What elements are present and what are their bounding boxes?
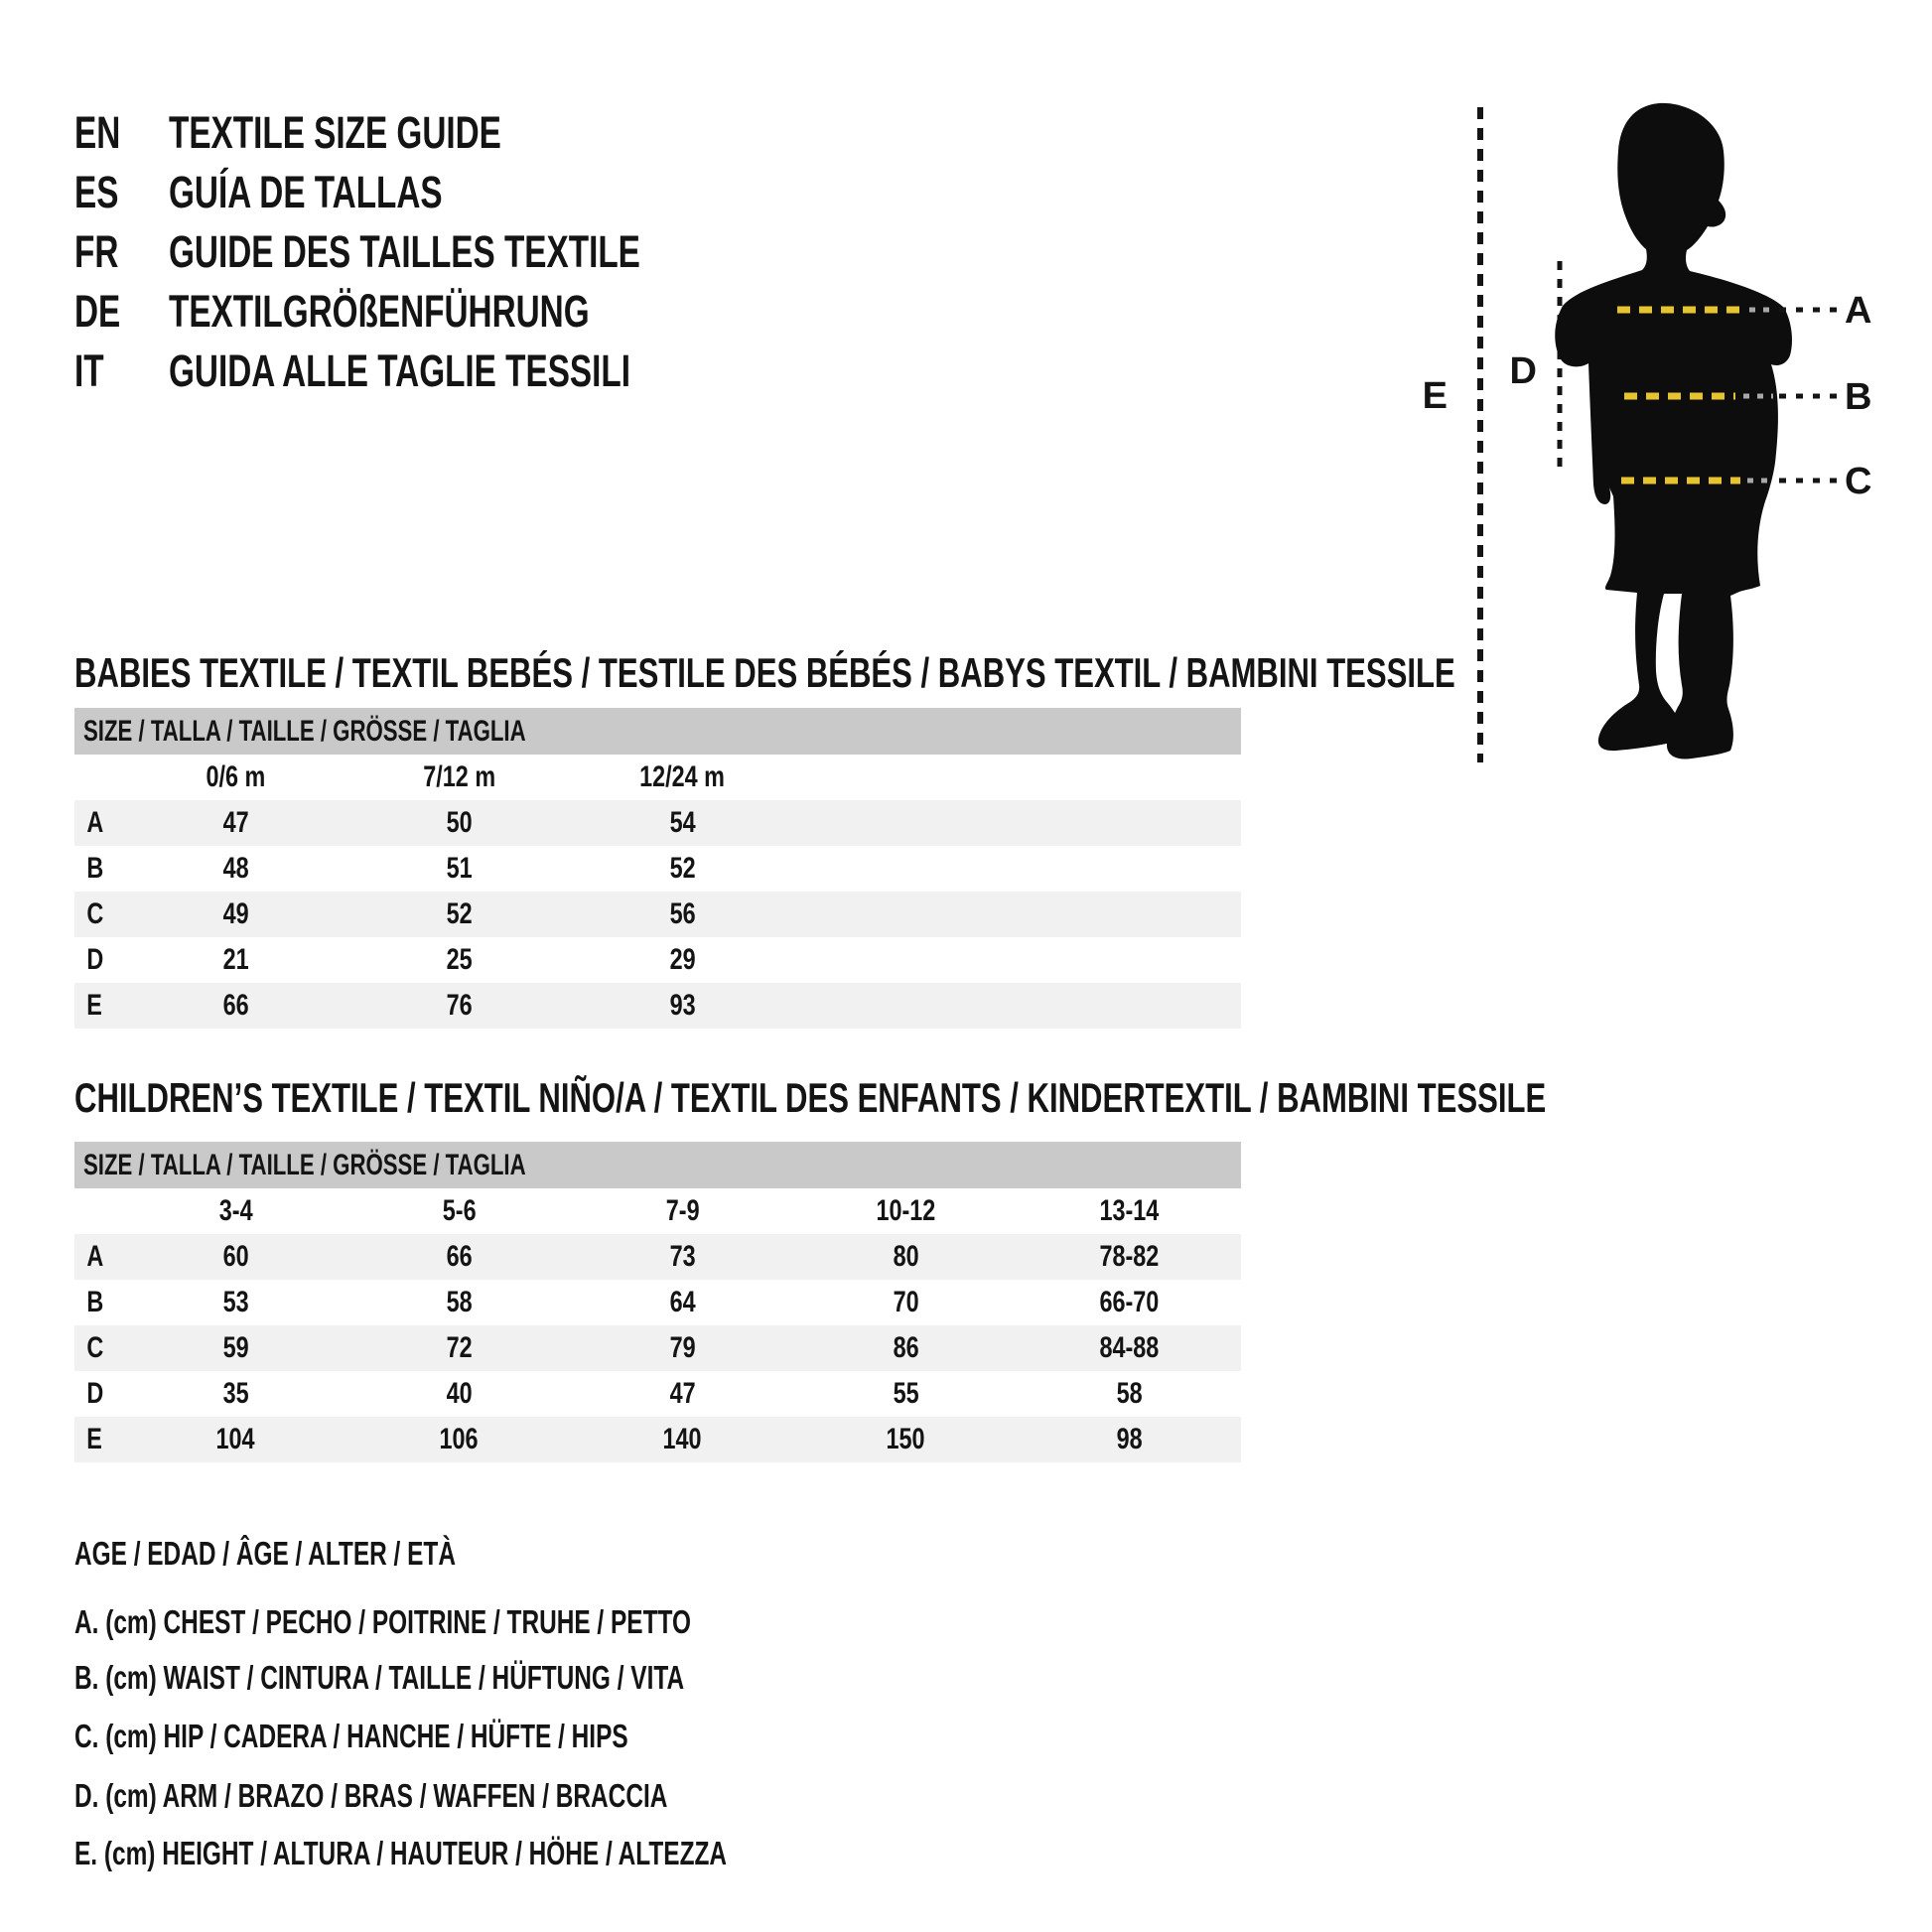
children-row-c-label: C — [86, 1331, 104, 1364]
lang-row-it — [74, 342, 806, 401]
legend-hip-line — [74, 1718, 823, 1754]
lang-code-es: ES — [74, 167, 119, 217]
babies-c-12-24m: 56 — [669, 897, 696, 930]
babies-d-7-12m: 25 — [446, 943, 473, 976]
children-col-7-9: 7-9 — [665, 1194, 700, 1227]
lang-title-de: TEXTILGRÖßENFÜHRUNG — [169, 286, 590, 337]
lang-row-fr — [74, 222, 806, 282]
babies-col-12-24m: 12/24 m — [639, 760, 726, 793]
children-col-3-4: 3-4 — [218, 1194, 253, 1227]
children-d-10-12: 55 — [893, 1377, 919, 1410]
babies-col-0-6m: 0/6 m — [206, 760, 266, 793]
children-size-header-text: SIZE / TALLA / TAILLE / GRÖSSE / TAGLIA — [83, 1148, 526, 1181]
babies-size-header-text: SIZE / TALLA / TAILLE / GRÖSSE / TAGLIA — [83, 714, 526, 748]
children-a-3-4: 60 — [222, 1240, 249, 1273]
babies-row-c-label: C — [86, 897, 104, 930]
legend-chest-line — [74, 1603, 907, 1640]
babies-col-7-12m: 7/12 m — [423, 760, 495, 793]
children-size-table — [74, 1142, 1241, 1462]
babies-c-0-6m: 49 — [222, 897, 249, 930]
babies-table-header-bar — [74, 708, 1241, 755]
babies-e-7-12m: 76 — [446, 989, 473, 1022]
children-c-10-12: 86 — [893, 1331, 919, 1364]
lang-code-en: EN — [74, 107, 121, 158]
children-row-d-label: D — [86, 1377, 104, 1410]
legend-height-text: E. (cm) HEIGHT / ALTURA / HAUTEUR / HÖHE / ALTEZZA — [74, 1835, 728, 1871]
children-col-13-14: 13-14 — [1099, 1194, 1160, 1227]
children-d-3-4: 35 — [222, 1377, 249, 1410]
babies-row-e-label: E — [86, 989, 102, 1022]
babies-a-7-12m: 50 — [446, 806, 473, 839]
legend-hip-text: C. (cm) HIP / CADERA / HANCHE / HÜFTE / HIPS — [74, 1718, 628, 1754]
figure-label-a: A — [1845, 290, 1872, 332]
babies-row-d — [74, 937, 1241, 983]
legend-height-line — [74, 1835, 956, 1871]
babies-e-0-6m: 66 — [222, 989, 249, 1022]
lang-row-es — [74, 163, 806, 222]
children-section-title — [74, 1075, 1932, 1121]
children-a-7-9: 73 — [669, 1240, 696, 1273]
babies-row-b-label: B — [86, 852, 104, 885]
children-section-title-text: CHILDREN’S TEXTILE / TEXTIL NIÑO/A / TEXTIL DES ENFANTS / KINDERTEXTIL / BAMBINI TESSILE — [74, 1074, 1547, 1121]
children-row-b-label: B — [86, 1286, 104, 1318]
children-c-3-4: 59 — [222, 1331, 249, 1364]
children-row-b — [74, 1280, 1241, 1325]
children-e-5-6: 106 — [439, 1423, 480, 1455]
babies-row-e — [74, 983, 1241, 1029]
children-d-7-9: 47 — [669, 1377, 696, 1410]
children-e-7-9: 140 — [662, 1423, 703, 1455]
lang-code-fr: FR — [74, 226, 119, 277]
legend-arm-text: D. (cm) ARM / BRAZO / BRAS / WAFFEN / BRACCIA — [74, 1777, 668, 1814]
babies-b-0-6m: 48 — [222, 852, 249, 885]
children-row-c — [74, 1325, 1241, 1371]
children-e-10-12: 150 — [886, 1423, 926, 1455]
lang-code-it: IT — [74, 345, 104, 396]
babies-row-c — [74, 892, 1241, 937]
babies-a-12-24m: 54 — [669, 806, 696, 839]
figure-label-e: E — [1422, 375, 1448, 417]
babies-row-b — [74, 846, 1241, 892]
children-e-13-14: 98 — [1116, 1423, 1143, 1455]
children-row-a — [74, 1234, 1241, 1280]
legend-waist-line — [74, 1659, 898, 1696]
children-a-13-14: 78-82 — [1099, 1240, 1160, 1273]
legend-waist-text: B. (cm) WAIST / CINTURA / TAILLE / HÜFTUNG / VITA — [74, 1659, 685, 1696]
children-b-7-9: 64 — [669, 1286, 696, 1318]
children-b-3-4: 53 — [222, 1286, 249, 1318]
babies-col-empty-2 — [1018, 755, 1241, 800]
legend-chest-text: A. (cm) CHEST / PECHO / POITRINE / TRUHE / PETTO — [74, 1603, 691, 1640]
children-a-10-12: 80 — [893, 1240, 919, 1273]
children-b-13-14: 66-70 — [1099, 1286, 1160, 1318]
babies-row-a-label: A — [86, 806, 104, 839]
children-d-13-14: 58 — [1116, 1377, 1143, 1410]
babies-size-table — [74, 708, 1241, 1029]
lang-title-es: GUÍA DE TALLAS — [169, 167, 443, 217]
lang-title-en: TEXTILE SIZE GUIDE — [169, 107, 501, 158]
lang-row-de — [74, 282, 806, 342]
children-a-5-6: 66 — [446, 1240, 473, 1273]
children-col-10-12: 10-12 — [876, 1194, 936, 1227]
lang-title-fr: GUIDE DES TAILLES TEXTILE — [169, 226, 640, 277]
language-title-block — [74, 103, 806, 401]
babies-col-empty-1 — [794, 755, 1018, 800]
children-corner-cell — [74, 1188, 124, 1234]
babies-row-d-label: D — [86, 943, 104, 976]
children-c-13-14: 84-88 — [1099, 1331, 1160, 1364]
children-row-d — [74, 1371, 1241, 1417]
babies-section-title — [74, 650, 1932, 696]
legend-age-line — [74, 1535, 590, 1572]
babies-row-a — [74, 800, 1241, 846]
figure-label-d: D — [1509, 350, 1537, 392]
babies-e-12-24m: 93 — [669, 989, 696, 1022]
babies-a-0-6m: 47 — [222, 806, 249, 839]
babies-d-12-24m: 29 — [669, 943, 696, 976]
lang-row-en — [74, 103, 806, 163]
babies-column-header-row — [74, 755, 1241, 800]
children-c-7-9: 79 — [669, 1331, 696, 1364]
lang-code-de: DE — [74, 286, 121, 337]
babies-d-0-6m: 21 — [222, 943, 249, 976]
babies-b-12-24m: 52 — [669, 852, 696, 885]
babies-b-7-12m: 51 — [446, 852, 473, 885]
children-b-5-6: 58 — [446, 1286, 473, 1318]
children-column-header-row — [74, 1188, 1241, 1234]
children-table-header-bar — [74, 1142, 1241, 1188]
children-b-10-12: 70 — [893, 1286, 919, 1318]
children-d-5-6: 40 — [446, 1377, 473, 1410]
children-c-5-6: 72 — [446, 1331, 473, 1364]
legend-age-text: AGE / EDAD / ÂGE / ALTER / ETÀ — [74, 1535, 456, 1572]
children-col-5-6: 5-6 — [442, 1194, 477, 1227]
legend-arm-line — [74, 1777, 876, 1814]
children-row-a-label: A — [86, 1240, 104, 1273]
figure-label-b: B — [1845, 376, 1872, 418]
babies-corner-cell — [74, 755, 124, 800]
babies-c-7-12m: 52 — [446, 897, 473, 930]
children-row-e — [74, 1417, 1241, 1462]
children-e-3-4: 104 — [215, 1423, 256, 1455]
children-row-e-label: E — [86, 1423, 102, 1455]
figure-label-c: C — [1845, 461, 1872, 502]
lang-title-it: GUIDA ALLE TAGLIE TESSILI — [169, 345, 630, 396]
babies-section-title-text: BABIES TEXTILE / TEXTIL BEBÉS / TESTILE DES BÉBÉS / BABYS TEXTIL / BAMBINI TESSILE — [74, 649, 1455, 696]
